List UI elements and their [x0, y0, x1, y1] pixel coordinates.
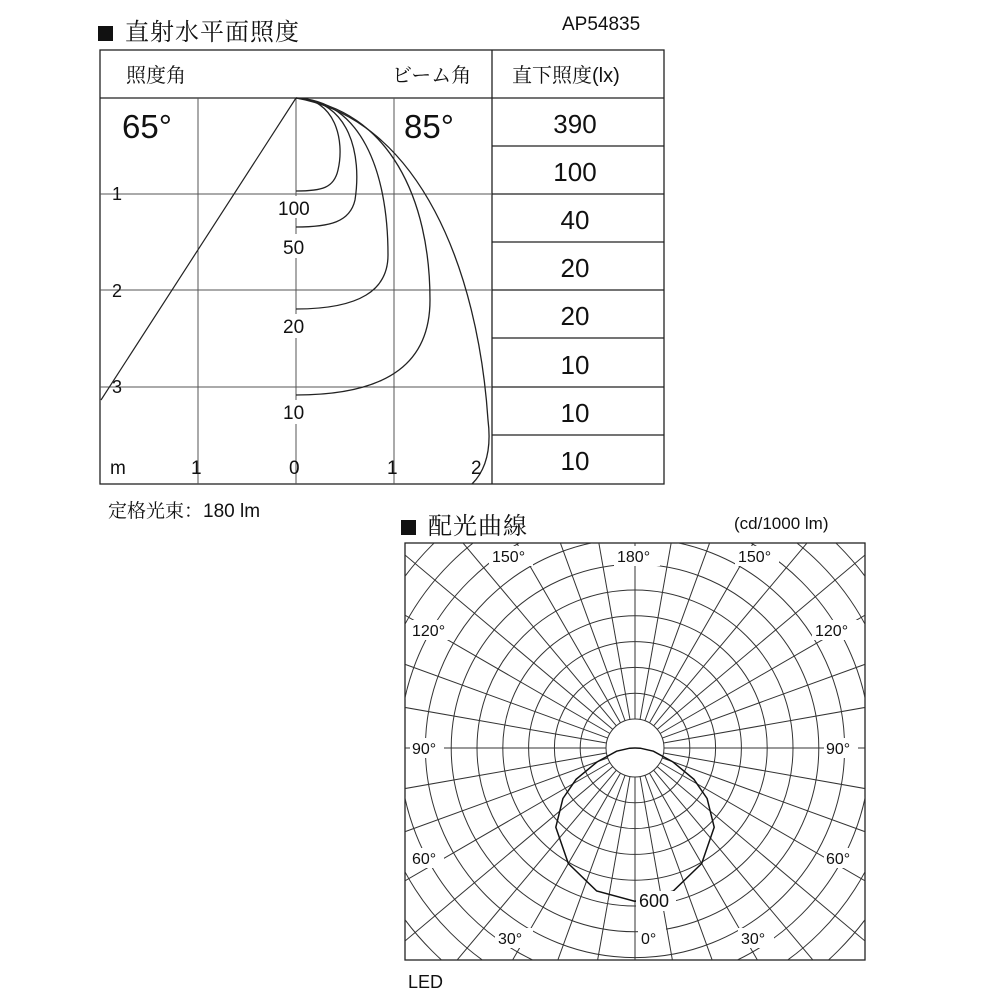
direct-illum-value: 10 [560, 398, 590, 428]
polar-spoke [654, 288, 1000, 725]
direct-illum-value: 20 [560, 253, 590, 283]
illum-angle-label: 照度角 [126, 65, 186, 87]
direct-illum-value: 40 [560, 205, 590, 235]
angle-label-60-right: 60° [826, 851, 851, 868]
polar-spoke [531, 777, 630, 1000]
width-tick-right-2: 2 [471, 458, 482, 479]
angle-label-30-left: 30° [498, 931, 523, 948]
depth-tick-3: 3 [112, 377, 123, 397]
beam-angle-value: 85° [404, 108, 454, 145]
polar-spoke [115, 448, 610, 734]
direct-illum-value: 100 [553, 157, 597, 187]
polar-spoke [664, 753, 1000, 852]
width-tick-right-1: 1 [387, 458, 398, 479]
polar-spoke [44, 644, 606, 743]
contour-label-100: 100 [278, 199, 310, 220]
angle-label-90-left: 90° [412, 741, 437, 758]
illuminance-title-text: 直射水平面照度 [125, 19, 300, 46]
polar-spoke [664, 644, 1000, 743]
distribution-title-text: 配光曲線 [428, 513, 528, 540]
angle-label-60-left: 60° [412, 851, 437, 868]
polar-spoke [430, 775, 625, 1000]
contour-label-20: 20 [283, 317, 305, 338]
polar-spoke [175, 767, 612, 1000]
direct-illum-value: 390 [553, 109, 597, 139]
distribution-unit: (cd/1000 lm) [734, 514, 829, 533]
direct-illum-value: 10 [560, 350, 590, 380]
polar-spoke [44, 753, 606, 852]
rated-flux: 定格光束：180 lm [108, 501, 261, 522]
angle-label-30-right: 30° [741, 931, 766, 948]
direct-illum-value: 20 [560, 301, 590, 331]
polar-spoke [645, 775, 840, 1000]
polar-spoke [650, 228, 936, 723]
depth-tick-2: 2 [112, 281, 123, 301]
angle-label-150-right: 150° [738, 549, 772, 566]
angle-label-150-left: 150° [492, 549, 526, 566]
polar-ring [193, 306, 1000, 1000]
angle-label-90-right: 90° [826, 741, 851, 758]
polar-spoke [660, 763, 1000, 1000]
polar-ring [219, 332, 1000, 1000]
polar-spoke [430, 184, 625, 721]
angle-label-180: 180° [617, 549, 651, 566]
illum-angle-value: 65° [122, 108, 172, 145]
contour-label-10: 10 [283, 403, 305, 424]
angle-label-120-right: 120° [815, 623, 849, 640]
depth-tick-1: 1 [112, 184, 123, 204]
polar-spoke [660, 448, 1000, 734]
contour-label-50: 50 [283, 238, 305, 259]
polar-grid [35, 148, 1000, 1000]
width-tick-unit: m [110, 458, 126, 479]
angle-label-0: 0° [641, 931, 657, 948]
direct-illum-label: 直下照度(lx) [512, 65, 620, 87]
light-source-label: LED [408, 972, 444, 992]
direct-illum-values [553, 109, 596, 476]
polar-spoke [662, 543, 1000, 738]
model-number: AP54835 [562, 14, 641, 35]
angle-label-120-left: 120° [412, 623, 446, 640]
polar-spoke [71, 543, 608, 738]
beam-angle-label: ビーム角 [392, 65, 472, 87]
direct-illum-value: 10 [560, 446, 590, 476]
polar-spoke [115, 763, 610, 1000]
polar-spoke [640, 777, 739, 1000]
polar-spoke [71, 758, 608, 953]
polar-spoke [645, 184, 840, 721]
polar-scale-value: 600 [639, 891, 670, 911]
width-tick-0: 0 [289, 458, 300, 479]
width-tick-left-1: 1 [191, 458, 202, 479]
